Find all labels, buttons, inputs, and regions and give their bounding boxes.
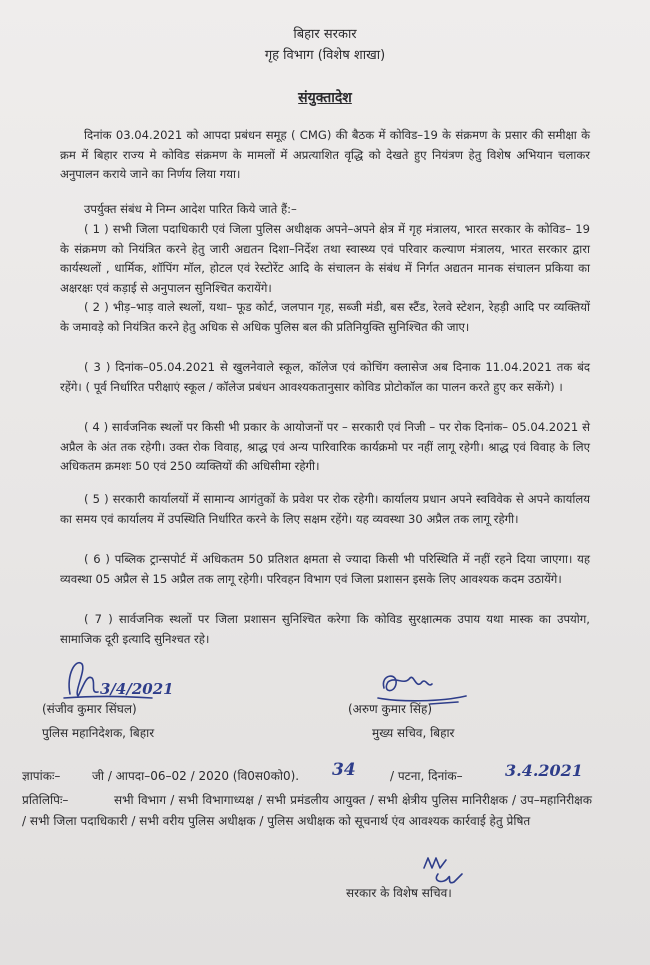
closing-designation: सरकार के विशेष सचिव। xyxy=(346,886,452,900)
copy-label: प्रतिलिपिः– xyxy=(22,793,69,807)
order-item-3: ( 3 ) दिनांक–05.04.2021 से खुलनेवाले स्कूल, कॉलेज एवं कोचिंग क्लासेज अब दिनाक 11.04.2021 तक बंद रहेंगे। ( पूर्व निर्धारित परीक्षाएं स्कूल / कॉलेज प्रबंधन आवश्यकतानुसार कोविड प्रोटोकॉल का पालन करते हुए कर सकेंगे) । xyxy=(60,360,590,394)
order-item-5: ( 5 ) सरकारी कार्यालयों में सामान्य आगंतुकों के प्रवेश पर रोक रहेगी। कार्यालय प्रधान अपने स्वविवेक से अपने कार्यालय का समय एवं कार्यालय में उपस्थिति निर्धारित करने के लिए सक्षम रहेंगे। यह व्यवस्था 30 अप्रैल तक लागू रहेगी। xyxy=(60,492,590,526)
intro-paragraph: दिनांक 03.04.2021 को आपदा प्रबंधन समूह ( CMG) की बैठक में कोविड–19 के संक्रमण के प्रसार की समीक्षा के क्रम में बिहार राज्य मे कोविड संक्रमण के मामलों में अप्रत्याशित वृद्धि को देखते हुए नियंत्रण हेतु विशेष अभियान चलाकर अनुपालन कराये जाने का निर्णय लिया गया। xyxy=(60,128,590,181)
memo-reference: जी / आपदा–06–02 / 2020 (वि0स0को0). xyxy=(92,769,300,783)
memo-label: ज्ञापांकः– xyxy=(22,769,61,783)
government-name: बिहार सरकार xyxy=(293,27,357,42)
document-title: संयुक्तादेश xyxy=(298,90,352,106)
copy-text: सभी विभाग / सभी विभागाध्यक्ष / सभी प्रमंडलीय आयुक्त / सभी क्षेत्रीय पुलिस मानिरीक्षक / उप–महानिरीक्षक / सभी जिला पदाधिकारी / सभी वरीय पुलिस अधीक्षक / पुलिस अधीक्षक को सूचनार्थ एंव आवश्यक कार्रवाई हेतु प्रेषित xyxy=(22,793,592,828)
department-name: गृह विभाग (विशेष शाखा) xyxy=(264,48,386,63)
left-signatory-designation: पुलिस महानिदेशक, बिहार xyxy=(42,726,155,740)
memo-number: 34 xyxy=(332,760,356,780)
right-signatory-designation: मुख्य सचिव, बिहार xyxy=(372,726,455,740)
left-signature-date: 3/4/2021 xyxy=(100,680,174,698)
memo-place-date-label: / पटना, दिनांक– xyxy=(390,769,463,783)
order-item-4: ( 4 ) सार्वजनिक स्थलों पर किसी भी प्रकार के आयोजनों पर – सरकारी एवं निजी – पर रोक दिनांक– 05.04.2021 से अप्रैल के अंत तक रहेगी। उक्त रोक विवाह, श्राद्ध एवं अन्य पारिवारिक कार्यक्रमो पर नहीं लागू रहेगी। श्राद्ध एवं विवाह के लिए अधिकतम क्रमशः 50 एवं 250 व्यक्तियों की अधिसीमा रहेगी। xyxy=(60,420,590,473)
orders-lead: उपर्युक्त संबंध मे निम्न आदेश पारित किये जाते हैं:– xyxy=(84,202,297,216)
right-signatory-name: (अरुण कुमार सिंह) xyxy=(348,702,433,716)
order-item-7: ( 7 ) सार्वजनिक स्थलों पर जिला प्रशासन सुनिश्चित करेगा कि कोविड सुरक्षात्मक उपाय यथा मास्क का उपयोग, सामाजिक दूरी इत्यादि सुनिश्चत रहे। xyxy=(60,612,590,646)
order-item-2: ( 2 ) भीड़–भाड़ वाले स्थलों, यथा– फूड कोर्ट, जलपान गृह, सब्जी मंडी, बस स्टैंड, रेलवे स्टेशन, रेहड़ी आदि पर व्यक्तियों के जमावड़े को नियंत्रित करने हेतु अधिक से अधिक पुलिस बल की प्रतिनियुक्ति सुनिश्चित की जाए। xyxy=(60,300,590,334)
order-item-6: ( 6 ) पब्लिक ट्रान्सपोर्ट में अधिकतम 50 प्रतिशत क्षमता से ज्यादा किसी भी परिस्थिति में नहीं रहने दिया जाएगा। यह व्यवस्था 05 अप्रैल से 15 अप्रैल तक लागू रहेगी। परिवहन विभाग एवं जिला प्रशासन इसके लिए आवश्यक कदम उठायेंगे। xyxy=(60,552,590,586)
order-item-1: ( 1 ) सभी जिला पदाधिकारी एवं जिला पुलिस अधीक्षक अपने–अपने क्षेत्र में गृह मंत्रालय, भारत सरकार के कोविड– 19 के संक्रमण को नियंत्रित करने हेतु जारी अद्यतन दिशा–निर्देश तथा स्वास्थ्य एवं परिवार कल्याण मंत्रालय, भारत सरकार द्वारा कार्यस्थलों , धार्मिक, शॉपिंग मॉल, होटल एवं रेस्टोरेंट आदि के संचालन के संबंध में निर्गत अद्यतन मानक संचालन प्रकिया का अक्षरक्षः एवं कड़ाई से अनुपालन सुनिश्चित करायेंगे। xyxy=(60,222,590,295)
memo-date: 3.4.2021 xyxy=(505,761,583,780)
left-signatory-name: (संजीव कुमार सिंघल) xyxy=(42,702,137,716)
